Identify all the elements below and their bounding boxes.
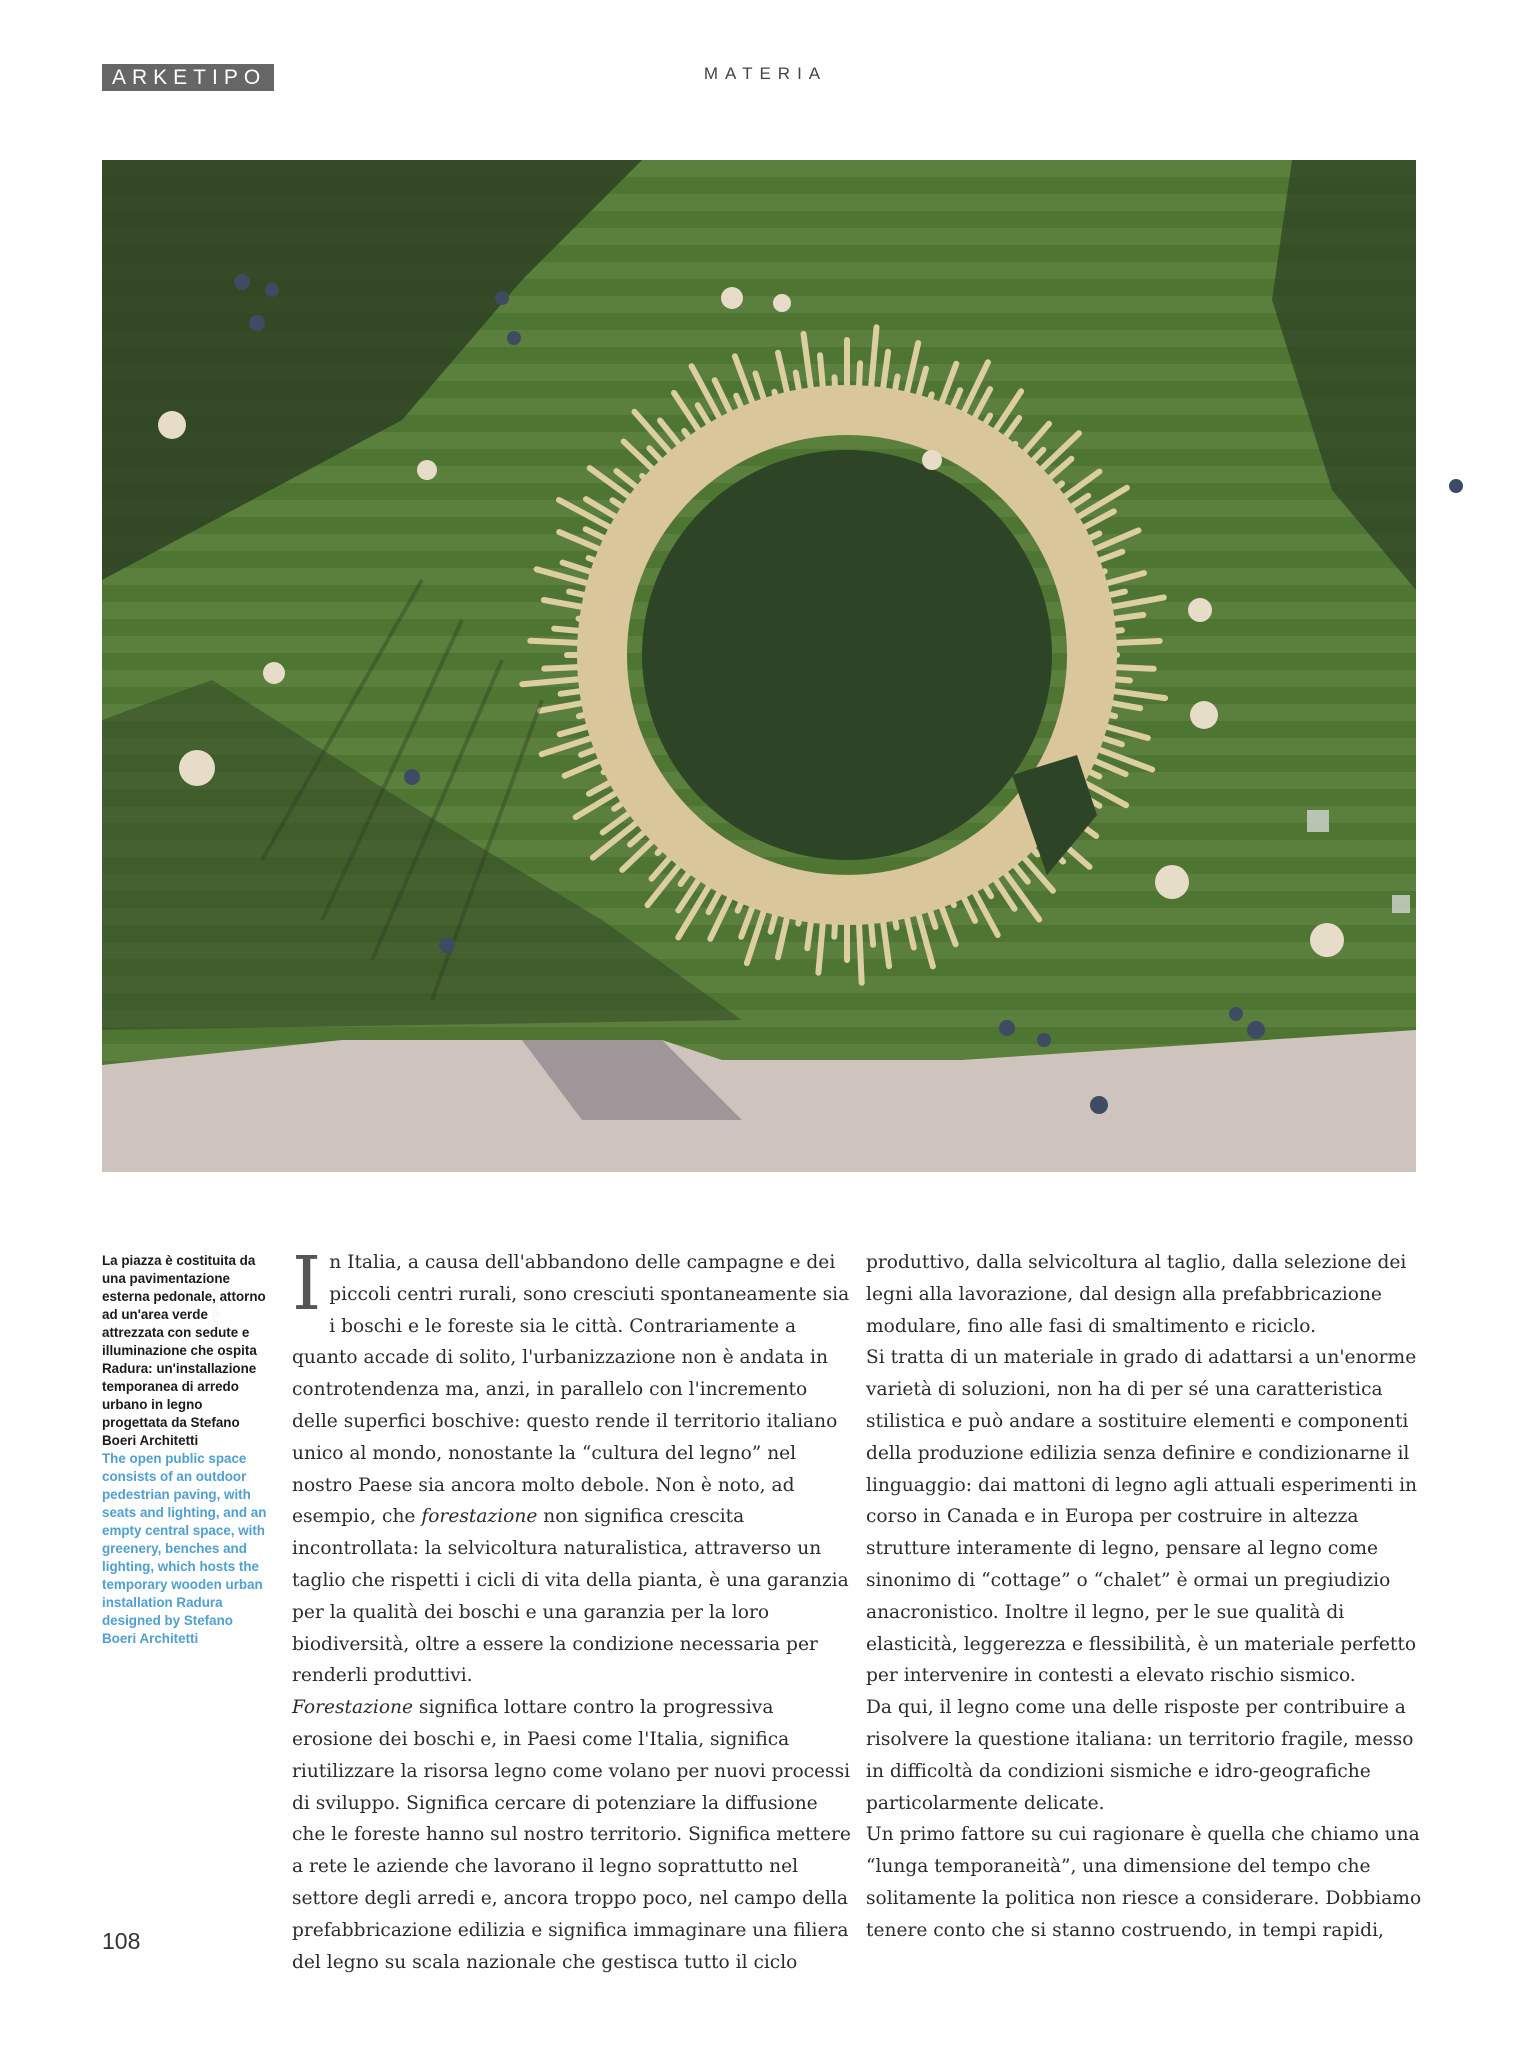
text-run: n Italia, a causa dell'abbandono delle campagne e dei piccoli centri rurali, sono cresciuti spontaneamente sia i boschi e le foreste sia le città. Contrariamente a quanto accade di solito, l'urbanizzazione non è andata in controtendenza ma, anzi, in parallelo con l'incremento delle superfici boschive: questo rende il territorio italiano unico al mondo, nonostante la “cultura del legno” nel nostro Paese sia ancora molto debole. Non è noto, ad esempio, che: [292, 1252, 850, 1528]
text-run: significa lottare contro la progressiva erosione dei boschi e, in Paesi come l'Italia, significa riutilizzare la risorsa legno come volano per nuovi processi di sviluppo. Significa cercare di potenziare la diffusione che le foreste hanno sul nostro territorio. Significa mettere a rete le aziende che lavorano il legno soprattutto nel settore degli arredi e, ancora troppo poco, nel campo della prefabbricazione edilizia e significa immaginare una filiera del legno su scala nazionale che gestisca tutto il ciclo: [292, 1697, 851, 1973]
italic-term: Forestazione: [292, 1697, 413, 1719]
paragraph: [292, 1692, 852, 1978]
caption-italian: La piazza è costituita da una pavimentazione esterna pedonale, attorno ad un'area verde attrezzata con sedute e illuminazione che ospita Radura: un'installazione temporanea di arredo urbano in legno progettata da Stefano Boeri Architetti: [102, 1253, 266, 1448]
paragraph: Da qui, il legno come una delle risposte per contribuire a risolvere la questione italiana: un territorio fragile, messo in difficoltà da condizioni sismiche e idro-geografiche particolarmente delicate.: [866, 1697, 1414, 1814]
drop-cap: I: [292, 1241, 322, 1327]
article-column-2: [866, 1247, 1426, 1947]
section-title: MATERIA: [703, 64, 828, 83]
paragraph: Si tratta di un materiale in grado di adattarsi a un'enorme varietà di soluzioni, non ha di per sé una caratteristica stilistica e può andare a sostituire elementi e componenti della produzione edilizia senza definire e condizionarne il linguaggio: dai mattoni di legno agli attuali esperimenti in corso in Canada e in Europa per costruire in altezza strutture interamente di legno, pensare al legno come sinonimo di “cottage” o “chalet” è ormai un pregiudizio anacronistico. Inoltre il legno, per le sue qualità di elasticità, leggerezza e flessibilità, è un materiale perfetto per intervenire in contesti a elevato rischio sismico.: [866, 1347, 1418, 1687]
paragraph: [292, 1241, 852, 1692]
page-number: 108: [102, 1928, 141, 1954]
article-column-1: [292, 1241, 852, 1978]
section-tag: ARKETIPO: [102, 64, 274, 91]
caption-english: The open public space consists of an outdoor pedestrian paving, with seats and lighting, and an empty central space, with greenery, benches and lighting, which hosts the temporary wooden urban installation Radura designed by Stefano Boeri Architetti: [102, 1451, 267, 1646]
italic-term: forestazione: [421, 1506, 538, 1528]
photo-credit: LegnoLandia: [210, 1270, 221, 1328]
paragraph: produttivo, dalla selvicoltura al taglio, dalla selezione dei legni alla lavorazione, dal design alla prefabbricazione modulare, fino alle fasi di smaltimento e riciclo.: [866, 1252, 1407, 1337]
paragraph: Un primo fattore su cui ragionare è quella che chiamo una “lunga temporaneità”, una dimensione del tempo che solitamente la politica non riesce a considerare. Dobbiamo tenere conto che si stanno costruendo, in tempi rapidi,: [866, 1824, 1422, 1941]
photo-caption: [102, 1252, 270, 1648]
text-run: non significa crescita incontrollata: la selvicoltura naturalistica, attraverso un taglio che rispetti i cicli di vita della pianta, è una garanzia per la qualità dei boschi e una garanzia per la loro biodiversità, oltre a essere la condizione necessaria per renderli produttivi.: [292, 1506, 849, 1687]
